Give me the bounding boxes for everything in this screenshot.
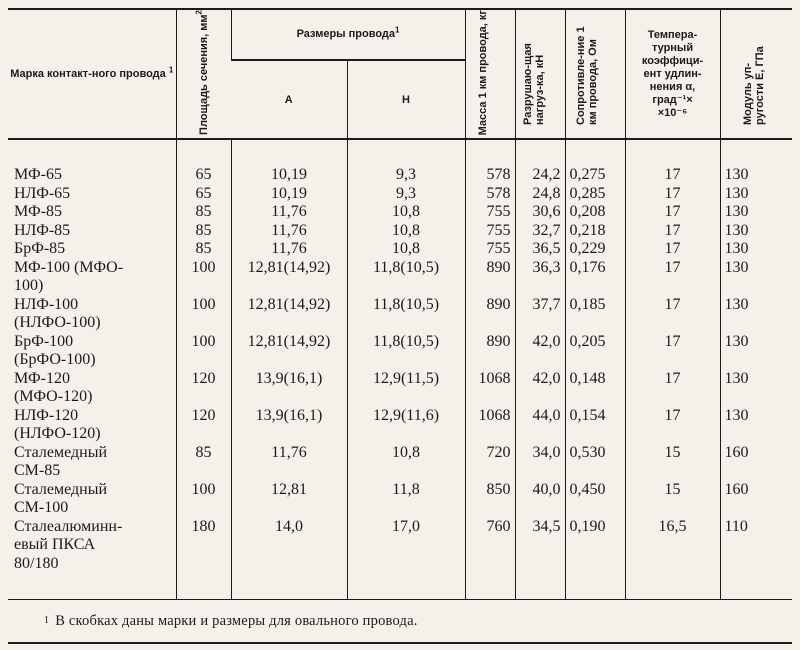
cell-load: 34,5: [515, 518, 565, 600]
cell-temp: 17: [625, 296, 720, 333]
cell-area: 100: [176, 481, 231, 518]
temp-line-2: коэффици-: [641, 54, 704, 67]
cell-load: 30,6: [515, 203, 565, 222]
cell-brand-line: БрФ-85: [14, 240, 66, 258]
cell-mod: 130: [720, 407, 792, 444]
temp-line-5: град⁻¹×: [652, 93, 693, 106]
cell-mod: 130: [720, 240, 792, 259]
cell-h: 11,8(10,5): [347, 333, 465, 370]
cell-a: 12,81(14,92): [231, 259, 347, 296]
cell-h: 11,8(10,5): [347, 296, 465, 333]
cell-mod: 130: [720, 222, 792, 241]
temp-line-3: ент удлин-: [643, 67, 702, 80]
cell-h: 9,3: [347, 185, 465, 204]
cell-area: 120: [176, 370, 231, 407]
header-dimensions-note: 1: [395, 25, 400, 35]
table-row: [8, 444, 792, 481]
cell-mass: 890: [465, 296, 515, 333]
cell-brand-line: БрФ-100: [14, 332, 74, 350]
cell-brand: [8, 333, 176, 370]
header-brand-text: Марка контакт-ного провода: [10, 68, 166, 81]
table-row: [8, 370, 792, 407]
cell-res: 0,208: [565, 203, 625, 222]
cell-mass: 890: [465, 333, 515, 370]
cell-brand: [8, 203, 176, 222]
cell-mod: 130: [720, 203, 792, 222]
cell-h: 9,3: [347, 139, 465, 185]
header-resistance: [565, 9, 625, 139]
cell-temp: 17: [625, 139, 720, 185]
table-row: [8, 407, 792, 444]
cell-area: 85: [176, 240, 231, 259]
cell-res: 0,275: [565, 139, 625, 185]
cell-res: 0,229: [565, 240, 625, 259]
document-page: [8, 8, 792, 630]
header-dim-h: Н: [347, 60, 465, 140]
cell-h: 10,8: [347, 203, 465, 222]
temp-line-4: нения α,: [649, 80, 696, 93]
cell-area: 65: [176, 185, 231, 204]
cell-brand-line: МФ-100 (МФО-: [14, 258, 124, 276]
cell-temp: 17: [625, 370, 720, 407]
cell-brand-line: СМ-100: [14, 499, 69, 517]
cell-mod: 130: [720, 139, 792, 185]
header-brand-note: 1: [168, 65, 174, 75]
cell-res: 0,205: [565, 333, 625, 370]
cell-a: 10,19: [231, 139, 347, 185]
cell-brand-line: НЛФ-120: [14, 406, 79, 424]
cell-area: 100: [176, 259, 231, 296]
header-mass-text: Масса 1 км провода, кг: [477, 10, 490, 136]
cell-mass: 578: [465, 185, 515, 204]
table-row: [8, 481, 792, 518]
cell-mass: 578: [465, 139, 515, 185]
table-body: [8, 139, 792, 600]
cell-res: 0,190: [565, 518, 625, 600]
cell-brand: [8, 259, 176, 296]
cell-h: 17,0: [347, 518, 465, 600]
cell-mod: 130: [720, 185, 792, 204]
header-break-load-text: Разрушаю-щая нагруз-ка, кН: [522, 42, 547, 125]
table-row: [8, 333, 792, 370]
table-row: [8, 139, 792, 185]
cell-res: 0,148: [565, 370, 625, 407]
table-row: [8, 222, 792, 241]
cell-area: 65: [176, 139, 231, 185]
cell-mod: 130: [720, 259, 792, 296]
cell-load: 36,5: [515, 240, 565, 259]
cell-load: 40,0: [515, 481, 565, 518]
cell-temp: 17: [625, 407, 720, 444]
cell-mass: 1068: [465, 407, 515, 444]
cell-res: 0,530: [565, 444, 625, 481]
cell-brand-line: Сталеалюминн-: [14, 517, 123, 535]
cell-h: 10,8: [347, 240, 465, 259]
header-mass: [465, 9, 515, 139]
cell-brand-line: евый ПКСА: [14, 536, 96, 554]
temp-line-6: ×10⁻⁶: [657, 106, 688, 119]
header-modulus: [720, 9, 792, 139]
cell-a: 14,0: [231, 518, 347, 600]
cell-mass: 890: [465, 259, 515, 296]
cell-temp: 17: [625, 203, 720, 222]
cell-mass: 760: [465, 518, 515, 600]
cell-mass: 850: [465, 481, 515, 518]
cell-load: 37,7: [515, 296, 565, 333]
header-dim-a: А: [231, 60, 347, 140]
cell-mod: 160: [720, 481, 792, 518]
cell-a: 13,9(16,1): [231, 370, 347, 407]
cell-h: 10,8: [347, 444, 465, 481]
cell-load: 24,2: [515, 139, 565, 185]
table-row: [8, 185, 792, 204]
cell-res: 0,285: [565, 185, 625, 204]
cell-brand-line: НЛФ-100: [14, 295, 79, 313]
cell-mass: 755: [465, 222, 515, 241]
table-row: [8, 259, 792, 296]
cell-mod: 160: [720, 444, 792, 481]
cell-a: 13,9(16,1): [231, 407, 347, 444]
cell-brand: [8, 185, 176, 204]
cell-brand: [8, 370, 176, 407]
header-brand: [8, 9, 176, 139]
cell-brand-line: 100): [14, 277, 44, 295]
cell-res: 0,218: [565, 222, 625, 241]
cell-a: 11,76: [231, 203, 347, 222]
cell-h: 12,9(11,6): [347, 407, 465, 444]
cell-temp: 17: [625, 259, 720, 296]
table-row: [8, 518, 792, 600]
cell-brand-line: МФ-65: [14, 166, 62, 184]
cell-brand-line: Сталемедный: [14, 443, 108, 461]
cell-mass: 755: [465, 240, 515, 259]
cell-brand-line: (НЛФО-100): [14, 314, 101, 332]
cell-brand-line: (НЛФО-120): [14, 425, 101, 443]
cell-brand: [8, 296, 176, 333]
header-area: [176, 9, 231, 139]
cell-a: 12,81(14,92): [231, 296, 347, 333]
cell-load: 42,0: [515, 333, 565, 370]
cell-mass: 720: [465, 444, 515, 481]
cell-brand: [8, 240, 176, 259]
cell-temp: 15: [625, 481, 720, 518]
cell-res: 0,185: [565, 296, 625, 333]
cell-temp: 17: [625, 185, 720, 204]
cell-h: 11,8: [347, 481, 465, 518]
header-break-load: [515, 9, 565, 139]
cell-brand-line: МФ-85: [14, 203, 62, 221]
footnote: [8, 612, 792, 630]
cell-area: 100: [176, 296, 231, 333]
cell-temp: 16,5: [625, 518, 720, 600]
cell-h: 11,8(10,5): [347, 259, 465, 296]
table-row: [8, 240, 792, 259]
header-dimensions-text: Размеры провода: [296, 28, 395, 41]
cell-mass: 755: [465, 203, 515, 222]
cell-a: 12,81: [231, 481, 347, 518]
cell-brand-line: МФ-120: [14, 369, 70, 387]
cell-load: 36,3: [515, 259, 565, 296]
cell-brand-line: 80/180: [14, 554, 59, 572]
cell-load: 24,8: [515, 185, 565, 204]
temp-line-0: Темпера-: [647, 28, 698, 41]
cell-area: 85: [176, 203, 231, 222]
cell-temp: 17: [625, 222, 720, 241]
temp-line-1: турный: [651, 41, 694, 54]
table-row: [8, 296, 792, 333]
cell-area: 85: [176, 222, 231, 241]
cell-brand: [8, 518, 176, 600]
cell-load: 32,7: [515, 222, 565, 241]
cell-brand: [8, 481, 176, 518]
cell-brand-line: (МФО-120): [14, 388, 93, 406]
cell-mod: 130: [720, 333, 792, 370]
header-area-text: Площадь сечения, $мм^2$: [193, 10, 210, 136]
cell-h: 10,8: [347, 222, 465, 241]
cell-brand-line: НЛФ-85: [14, 221, 71, 239]
cell-a: 11,76: [231, 222, 347, 241]
cell-brand-line: СМ-85: [14, 462, 61, 480]
footnote-mark: 1: [44, 615, 50, 627]
cell-brand-line: Сталемедный: [14, 480, 108, 498]
cell-brand: [8, 407, 176, 444]
cell-mod: 130: [720, 296, 792, 333]
cell-brand: [8, 222, 176, 241]
cell-temp: 17: [625, 240, 720, 259]
cell-mod: 130: [720, 370, 792, 407]
footnote-text: В скобках даны марки и размеры для овального провода.: [55, 613, 418, 630]
contact-wire-table: [8, 8, 792, 600]
cell-a: 10,19: [231, 185, 347, 204]
cell-area: 120: [176, 407, 231, 444]
cell-brand-line: НЛФ-65: [14, 184, 71, 202]
cell-h: 12,9(11,5): [347, 370, 465, 407]
cell-area: 100: [176, 333, 231, 370]
cell-a: 11,76: [231, 240, 347, 259]
header-modulus-text: Модуль уп-ругости Е, ГПа: [742, 45, 767, 125]
cell-mass: 1068: [465, 370, 515, 407]
table-row: [8, 203, 792, 222]
cell-brand-line: (БрФО-100): [14, 351, 96, 369]
cell-load: 42,0: [515, 370, 565, 407]
header-temp-coefficient: [625, 9, 720, 139]
cell-res: 0,176: [565, 259, 625, 296]
header-resistance-text: Сопротивле-ние 1 км провода, Ом: [575, 26, 600, 125]
header-dimensions: [231, 9, 465, 60]
cell-res: 0,154: [565, 407, 625, 444]
cell-brand: [8, 444, 176, 481]
cell-a: 12,81(14,92): [231, 333, 347, 370]
cell-mod: 110: [720, 518, 792, 600]
cell-temp: 17: [625, 333, 720, 370]
cell-brand: [8, 139, 176, 185]
cell-area: 180: [176, 518, 231, 600]
cell-load: 44,0: [515, 407, 565, 444]
bottom-rule: [8, 642, 792, 644]
cell-res: 0,450: [565, 481, 625, 518]
cell-temp: 15: [625, 444, 720, 481]
cell-area: 85: [176, 444, 231, 481]
cell-a: 11,76: [231, 444, 347, 481]
cell-load: 34,0: [515, 444, 565, 481]
